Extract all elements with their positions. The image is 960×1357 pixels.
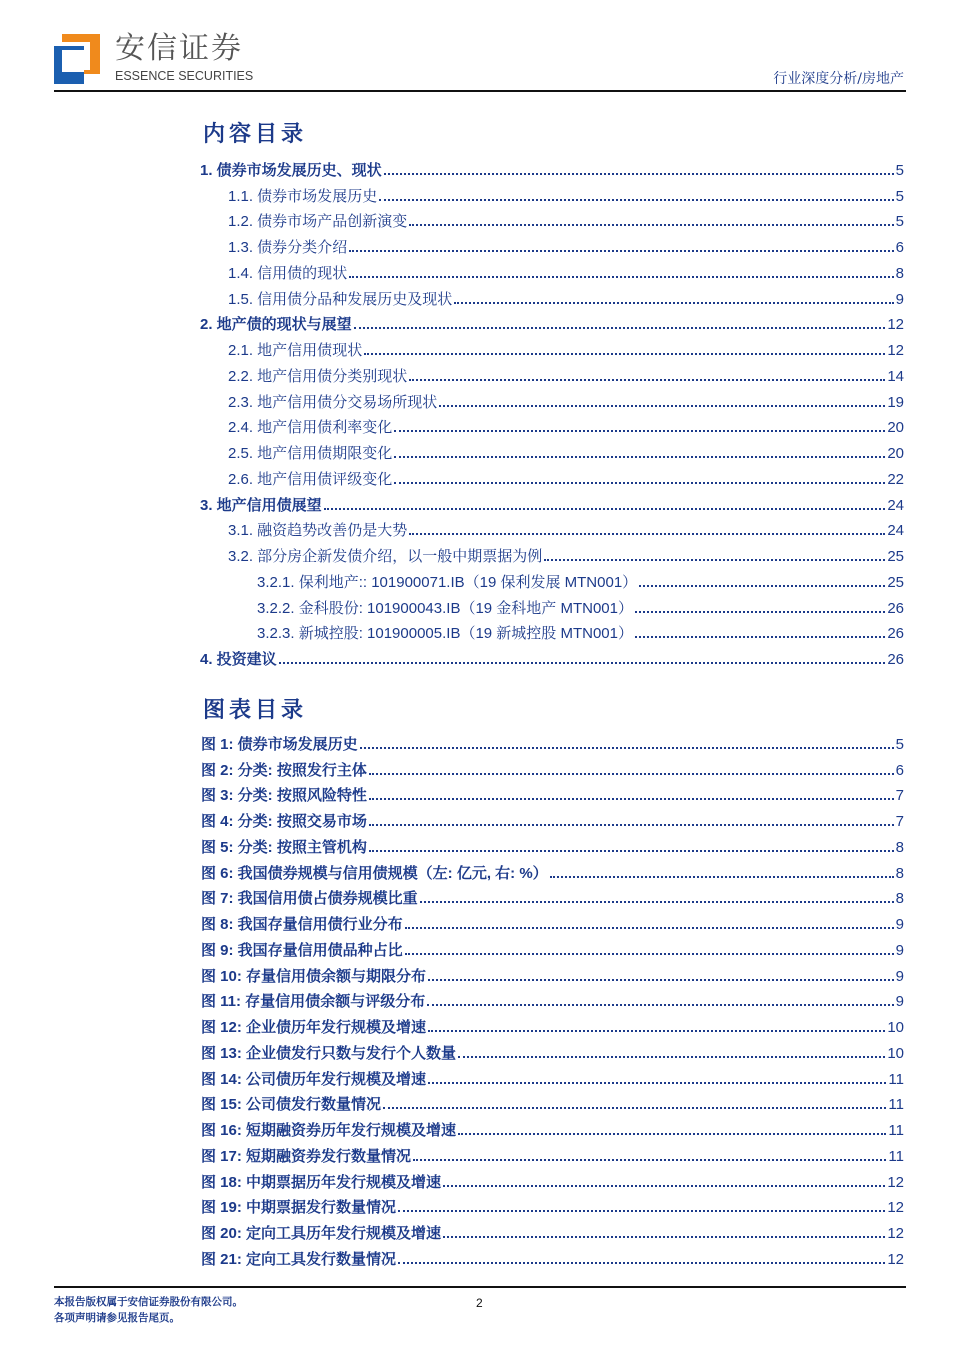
dot-leader [398,1210,885,1212]
entry-label: 2. 地产债的现状与展望 [200,316,352,334]
entry-page: 12 [887,1225,904,1242]
entry-label: 图 20: 定向工具历年发行规模及增速 [201,1225,442,1242]
entry-page: 12 [887,1173,904,1191]
dot-leader [409,533,885,535]
entry-page: 22 [887,470,904,488]
entry-page: 10 [887,1044,904,1062]
toc-entry[interactable] [200,438,904,464]
toc-entry[interactable] [200,490,904,516]
entry-label: 1. 债券市场发展历史、现状 [200,161,382,179]
dot-leader [454,302,893,304]
figure-entry[interactable] [201,1167,904,1193]
toc-entry[interactable] [200,310,904,336]
figure-entry[interactable] [201,755,904,781]
dot-leader [428,1030,885,1032]
entry-page: 9 [895,993,904,1011]
entry-page: 26 [887,625,904,643]
dot-leader [458,1133,886,1135]
entry-page: 9 [895,967,904,985]
toc-entry[interactable] [200,464,904,490]
dot-leader [364,353,885,355]
dot-leader [428,1082,886,1084]
figure-entry[interactable] [201,935,904,961]
entry-label: 图 15: 公司债发行数量情况 [201,1096,382,1114]
toc-entry[interactable] [200,387,904,413]
entry-page: 5 [895,213,904,231]
figure-entry[interactable] [201,729,904,755]
entry-label: 图 5: 分类: 按照主管机构 [201,838,367,856]
entry-label: 2.1. 地产信用债现状 [228,342,363,359]
entry-label: 2.3. 地产信用债分交易场所现状 [228,393,438,411]
figure-entry[interactable] [201,1090,904,1116]
entry-label: 3.2.1. 保利地产:: 101900071.IB（19 保利发展 MTN001） [257,573,638,591]
entry-page: 7 [895,787,904,805]
copyright-text: 本报告版权属于安信证券股份有限公司。 [54,1296,243,1308]
dot-leader [394,482,885,484]
toc-entry[interactable] [200,516,904,542]
entry-page: 20 [887,445,904,462]
brand-name-cn: 安信证券 [115,32,243,65]
dot-leader [369,824,894,826]
entry-label: 图 6: 我国债券规模与信用债规模（左: 亿元, 右: %） [201,864,548,882]
figures-title: 图表目录 [203,697,308,723]
entry-page: 20 [887,419,904,437]
entry-label: 3.1. 融资趋势改善仍是大势 [228,522,408,540]
entry-label: 1.5. 信用债分品种发展历史及现状 [228,290,453,308]
figure-entry[interactable] [201,781,904,807]
entry-page: 11 [888,1147,904,1165]
entry-page: 11 [888,1096,904,1114]
figure-entry[interactable] [201,987,904,1013]
toc-list [200,155,904,670]
entry-page: 6 [895,761,904,779]
toc-entry[interactable] [200,567,904,593]
entry-label: 图 12: 企业债历年发行规模及增速 [201,1019,427,1036]
entry-page: 11 [888,1122,904,1139]
entry-label: 3.2.3. 新城控股: 101900005.IB（19 新城控股 MTN001） [257,625,633,643]
toc-entry[interactable] [200,644,904,670]
figure-entry[interactable] [201,1244,904,1270]
essence-logo [54,34,100,84]
entry-label: 图 7: 我国信用债占债券规模比重 [201,890,418,908]
entry-label: 2.5. 地产信用债期限变化 [228,445,393,462]
toc-entry[interactable] [200,155,904,181]
dot-leader [443,1236,885,1238]
entry-label: 1.2. 债券市场产品创新演变 [228,213,408,231]
entry-label: 图 16: 短期融资券历年发行规模及增速 [201,1122,457,1139]
figure-entry[interactable] [201,832,904,858]
dot-leader [369,798,894,800]
entry-label: 1.4. 信用债的现状 [228,264,348,282]
entry-page: 9 [895,941,904,959]
figure-entry[interactable] [201,1012,904,1038]
entry-label: 图 2: 分类: 按照发行主体 [201,761,367,779]
entry-page: 25 [887,573,904,591]
dot-leader [349,276,893,278]
dot-leader [349,250,893,252]
page-number: 2 [476,1296,483,1310]
report-category: 行业深度分析/房地产 [773,71,904,87]
entry-page: 26 [887,599,904,617]
dot-leader [324,508,886,510]
dot-leader [279,662,886,664]
entry-label: 图 10: 存量信用债余额与期限分布 [201,967,427,985]
entry-label: 3.2. 部分房企新发债介绍，以一般中期票据为例 [228,548,543,565]
toc-entry[interactable] [200,258,904,284]
entry-label: 图 4: 分类: 按照交易市场 [201,813,367,830]
entry-page: 11 [888,1070,904,1088]
dot-leader [635,636,885,638]
entry-label: 图 19: 中期票据发行数量情况 [201,1199,397,1217]
dot-leader [427,1004,893,1006]
header-divider [54,90,906,92]
figure-entry[interactable] [201,1115,904,1141]
figure-entry[interactable] [201,961,904,987]
entry-page: 8 [895,864,904,882]
entry-label: 图 18: 中期票据历年发行规模及增速 [201,1173,442,1191]
entry-page: 9 [895,290,904,308]
dot-leader [405,927,894,929]
entry-page: 9 [895,916,904,933]
dot-leader [639,585,885,587]
toc-entry[interactable] [200,284,904,310]
toc-entry[interactable] [200,232,904,258]
entry-page: 10 [887,1019,904,1036]
dot-leader [360,747,894,749]
entry-page: 14 [887,367,904,385]
entry-label: 1.3. 债券分类介绍 [228,239,348,256]
entry-label: 图 11: 存量信用债余额与评级分布 [201,993,426,1011]
entry-page: 25 [887,548,904,565]
entry-label: 1.1. 债券市场发展历史 [228,187,378,205]
figure-entry[interactable] [201,1038,904,1064]
toc-entry[interactable] [200,413,904,439]
figure-entry[interactable] [201,1141,904,1167]
entry-label: 2.6. 地产信用债评级变化 [228,470,393,488]
entry-label: 图 8: 我国存量信用债行业分布 [201,916,403,933]
figure-entry[interactable] [201,858,904,884]
dot-leader [420,901,894,903]
dot-leader [394,430,885,432]
dot-leader [550,876,894,878]
figure-entry[interactable] [201,909,904,935]
dot-leader [354,327,886,329]
figure-entry[interactable] [201,1064,904,1090]
entry-page: 26 [887,651,904,668]
entry-page: 5 [895,735,904,753]
dot-leader [458,1056,885,1058]
brand-name-en: ESSENCE SECURITIES [115,69,254,83]
entry-page: 12 [887,342,904,359]
entry-label: 2.4. 地产信用债利率变化 [228,419,393,437]
figure-entry[interactable] [201,884,904,910]
entry-page: 12 [887,316,904,334]
figure-entry[interactable] [201,1218,904,1244]
toc-entry[interactable] [200,593,904,619]
toc-entry[interactable] [200,619,904,645]
dot-leader [369,850,894,852]
dot-leader [384,173,894,175]
entry-page: 12 [887,1199,904,1217]
figures-list [201,729,904,1270]
entry-page: 8 [895,838,904,856]
entry-label: 3. 地产信用债展望 [200,496,322,514]
toc-entry[interactable] [200,335,904,361]
entry-label: 图 3: 分类: 按照风险特性 [201,787,367,805]
entry-page: 5 [895,187,904,205]
entry-page: 8 [895,264,904,282]
dot-leader [413,1159,886,1161]
toc-entry[interactable] [200,541,904,567]
figure-entry[interactable] [201,806,904,832]
entry-label: 图 21: 定向工具发行数量情况 [201,1250,397,1268]
dot-leader [439,405,885,407]
dot-leader [398,1262,885,1264]
dot-leader [635,611,885,613]
entry-label: 图 13: 企业债发行只数与发行个人数量 [201,1044,457,1062]
footer-notice [54,1294,243,1326]
entry-label: 2.2. 地产信用债分类别现状 [228,367,408,385]
dot-leader [405,953,894,955]
entry-label: 4. 投资建议 [200,651,277,668]
entry-label: 图 9: 我国存量信用债品种占比 [201,941,403,959]
dot-leader [394,456,885,458]
entry-page: 7 [895,813,904,830]
dot-leader [379,199,893,201]
dot-leader [369,773,894,775]
toc-entry[interactable] [200,361,904,387]
entry-page: 5 [895,161,904,179]
toc-title: 内容目录 [203,121,308,147]
entry-page: 8 [895,890,904,908]
entry-label: 图 17: 短期融资券发行数量情况 [201,1147,412,1165]
dot-leader [409,224,893,226]
entry-label: 图 14: 公司债历年发行规模及增速 [201,1070,427,1088]
toc-entry[interactable] [200,207,904,233]
entry-page: 24 [887,522,904,540]
entry-page: 12 [887,1250,904,1268]
toc-entry[interactable] [200,181,904,207]
disclaimer-text: 各项声明请参见报告尾页。 [54,1312,180,1324]
entry-label: 图 1: 债券市场发展历史 [201,735,358,753]
entry-page: 24 [887,496,904,514]
entry-page: 19 [887,393,904,411]
entry-label: 3.2.2. 金科股份: 101900043.IB（19 金科地产 MTN001） [257,599,633,617]
entry-page: 6 [895,239,904,256]
figure-entry[interactable] [201,1193,904,1219]
dot-leader [428,979,894,981]
dot-leader [544,559,885,561]
footer-divider [54,1286,906,1288]
dot-leader [443,1185,885,1187]
dot-leader [383,1107,886,1109]
dot-leader [409,379,885,381]
